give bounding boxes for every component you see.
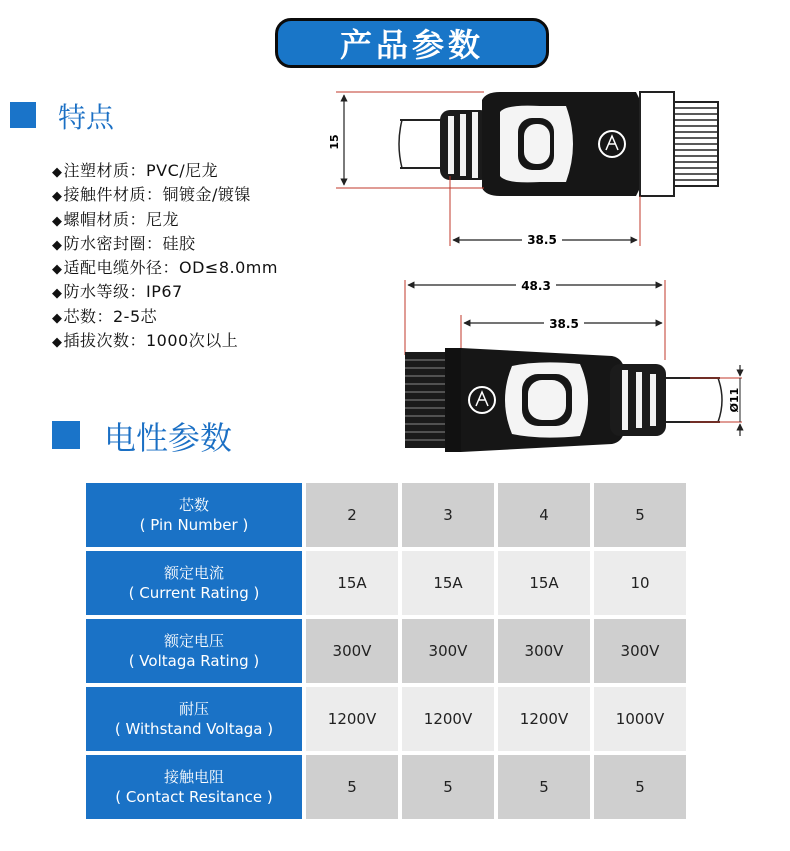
feature-item: ◆接触件材质：铜镀金/镀镍 (52, 185, 251, 205)
dim-body-label: 38.5 (549, 317, 579, 331)
diamond-bullet-icon: ◆ (52, 237, 63, 253)
electrical-heading: 电性参数 (104, 419, 233, 457)
table-cell: 15A (498, 551, 590, 615)
feature-item: ◆插拔次数：1000次以上 (52, 331, 239, 351)
top-connector-drawing (328, 92, 718, 247)
table-row (86, 551, 686, 615)
table-cell: 5 (594, 483, 686, 547)
table-row (86, 619, 686, 683)
electrical-spec-table (82, 479, 690, 823)
dim-length-label: 38.5 (527, 233, 557, 247)
row-header: 耐压 ( Withstand Voltaga ) (86, 687, 302, 751)
diamond-bullet-icon: ◆ (52, 165, 63, 180)
table-cell: 1000V (594, 687, 686, 751)
diamond-bullet-icon: ◆ (52, 310, 63, 326)
table-cell: 10 (594, 551, 686, 615)
table-cell: 1200V (306, 687, 398, 751)
table-row (86, 483, 686, 547)
row-header: 接触电阻 ( Contact Resitance ) (86, 755, 302, 819)
table-cell: 300V (594, 619, 686, 683)
dim-overall-label: 48.3 (521, 279, 551, 293)
row-header: 额定电压 ( Voltaga Rating ) (86, 619, 302, 683)
table-cell: 5 (402, 755, 494, 819)
bottom-connector-drawing (405, 278, 742, 452)
table-cell: 300V (306, 619, 398, 683)
table-cell: 15A (402, 551, 494, 615)
table-cell: 4 (498, 483, 590, 547)
diamond-bullet-icon: ◆ (52, 213, 63, 229)
row-header: 额定电流 ( Current Rating ) (86, 551, 302, 615)
feature-item: ◆注塑材质：PVC/尼龙 (52, 161, 219, 180)
table-row (86, 755, 686, 819)
table-cell: 1200V (402, 687, 494, 751)
dim-diameter-label: Ø11 (728, 387, 741, 413)
diamond-bullet-icon: ◆ (52, 189, 63, 205)
diamond-bullet-icon: ◆ (52, 286, 63, 302)
feature-item: ◆防水密封圈：硅胶 (52, 233, 196, 253)
row-header: 芯数 ( Pin Number ) (86, 483, 302, 547)
feature-item: ◆螺帽材质：尼龙 (52, 209, 180, 229)
table-cell: 2 (306, 483, 398, 547)
features-heading: 特点 (58, 101, 115, 134)
dim-height-label: 15 (328, 134, 341, 150)
table-cell: 5 (498, 755, 590, 819)
feature-item: ◆适配电缆外径：OD≤8.0mm (52, 258, 278, 278)
feature-item: ◆防水等级：IP67 (52, 282, 183, 302)
table-cell: 300V (402, 619, 494, 683)
table-cell: 15A (306, 551, 398, 615)
table-cell: 3 (402, 483, 494, 547)
table-cell: 300V (498, 619, 590, 683)
section-marker (52, 421, 80, 449)
table-cell: 1200V (498, 687, 590, 751)
table-row (86, 687, 686, 751)
table-cell: 5 (594, 755, 686, 819)
page-title: 产品参数 (339, 26, 484, 64)
feature-item: ◆芯数：2-5芯 (52, 306, 158, 326)
table-cell: 5 (306, 755, 398, 819)
diamond-bullet-icon: ◆ (52, 335, 63, 351)
diamond-bullet-icon: ◆ (52, 262, 63, 278)
